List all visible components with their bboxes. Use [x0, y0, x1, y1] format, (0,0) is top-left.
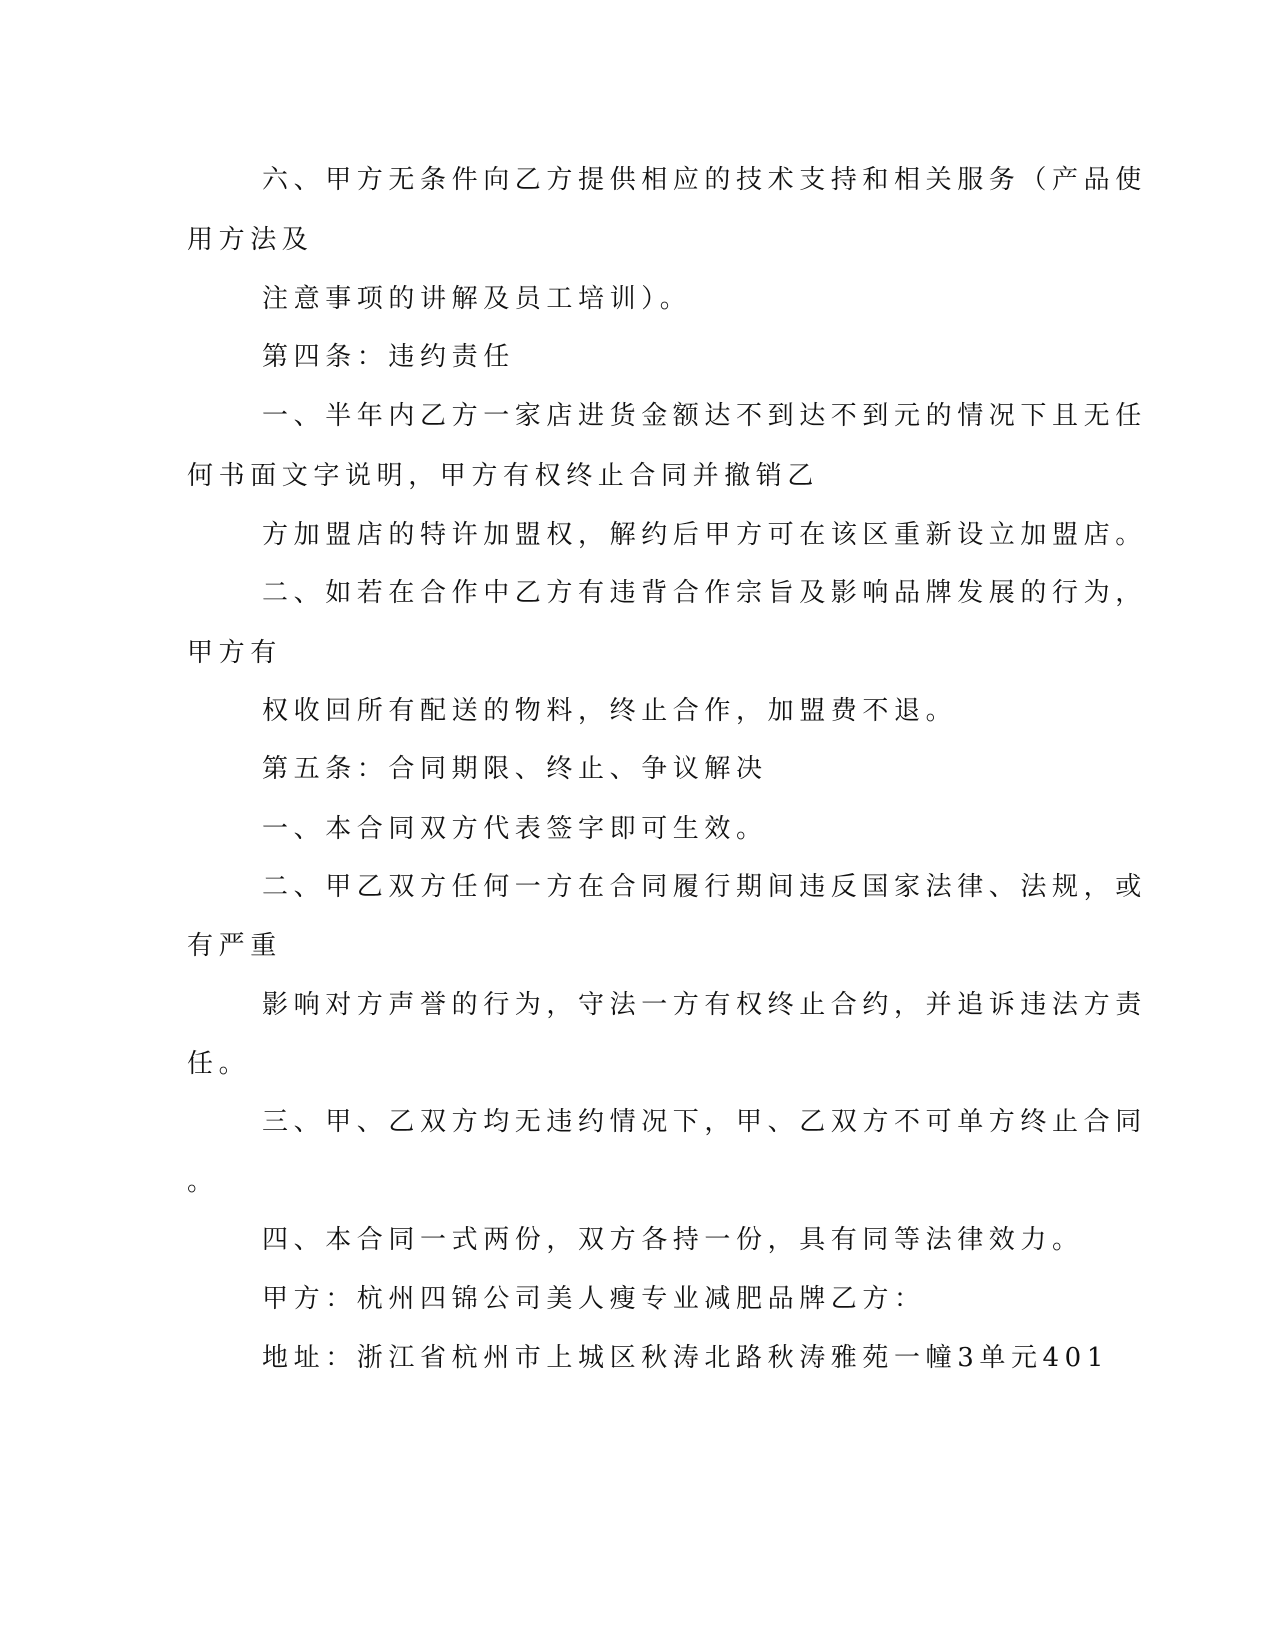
- article-5-heading: 第五条：合同期限、终止、争议解决: [262, 754, 768, 784]
- article-4-item-2-line-1: 二、如若在合作中乙方有违背合作宗旨及影响品牌发展的行为，: [262, 578, 1147, 608]
- article-4-item-2-line-2: 甲方有: [187, 638, 282, 668]
- article-5-item-3-line-1: 三、甲、乙双方均无违约情况下，甲、乙双方不可单方终止合同: [262, 1107, 1147, 1137]
- article-5-item-2-line-4: 任。: [187, 1049, 251, 1079]
- article-5-item-4: 四、本合同一式两份，双方各持一份，具有同等法律效力。: [262, 1225, 1084, 1255]
- article-4-heading: 第四条：违约责任: [262, 342, 515, 372]
- article-5-item-2-line-2: 有严重: [187, 931, 282, 961]
- clause-6-line-1: 六、甲方无条件向乙方提供相应的技术支持和相关服务（产品使: [262, 165, 1147, 195]
- article-4-item-2-line-3: 权收回所有配送的物料，终止合作，加盟费不退。: [262, 696, 958, 726]
- clause-6-line-2: 用方法及: [187, 225, 314, 255]
- article-4-item-1-line-3: 方加盟店的特许加盟权，解约后甲方可在该区重新设立加盟店。: [262, 520, 1147, 550]
- article-4-item-1-line-1: 一、半年内乙方一家店进货金额达不到达不到元的情况下且无任: [262, 401, 1147, 431]
- party-a-line: 甲方：杭州四锦公司美人瘦专业减肥品牌乙方：: [262, 1284, 926, 1314]
- article-5-item-2-line-3: 影响对方声誉的行为，守法一方有权终止合约，并追诉违法方责: [262, 990, 1147, 1020]
- clause-6-line-3: 注意事项的讲解及员工培训）。: [262, 284, 692, 314]
- article-4-item-1-line-2: 何书面文字说明，甲方有权终止合同并撤销乙: [187, 461, 820, 491]
- article-5-item-2-line-1: 二、甲乙双方任何一方在合同履行期间违反国家法律、法规，或: [262, 872, 1147, 902]
- address-line: 地址：浙江省杭州市上城区秋涛北路秋涛雅苑一幢3单元401: [262, 1343, 1109, 1373]
- article-5-item-1: 一、本合同双方代表签字即可生效。: [262, 814, 768, 844]
- article-5-item-3-line-2: 。: [187, 1167, 219, 1197]
